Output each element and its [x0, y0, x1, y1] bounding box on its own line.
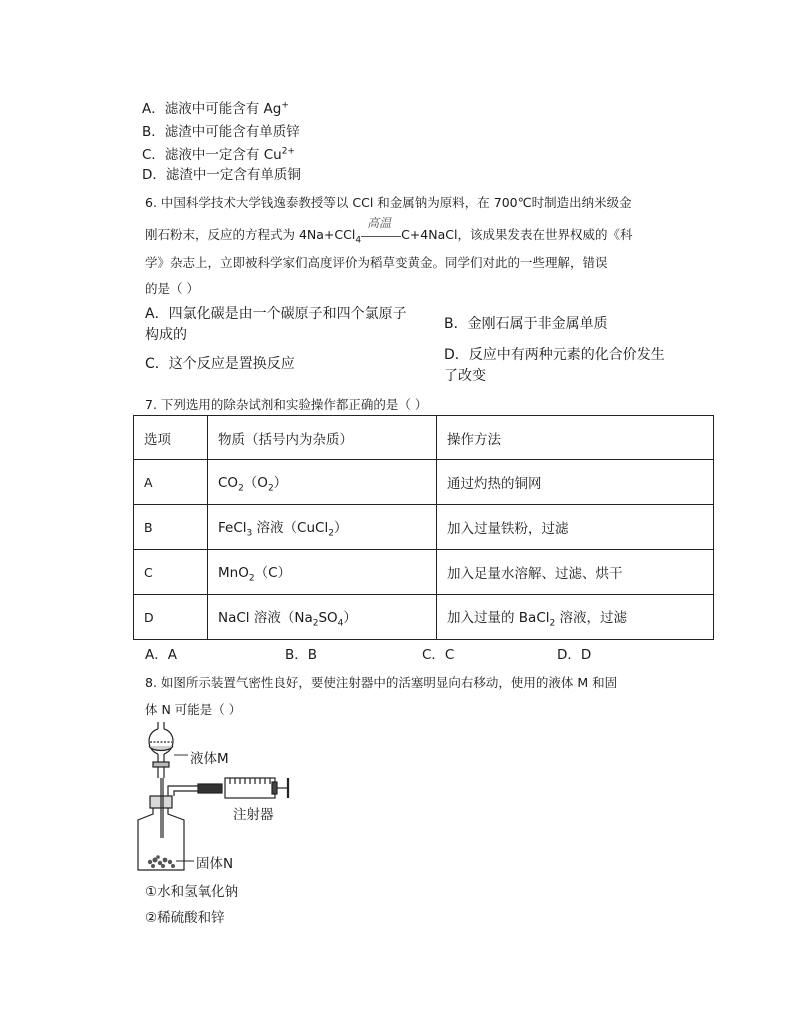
q6-option-d-line2: 了改变 — [444, 368, 486, 384]
q6-option-d-line1: D．反应中有两种元素的化合价发生 — [444, 347, 665, 363]
row-method — [437, 595, 714, 640]
connecting-tube — [168, 784, 222, 796]
label-syringe: 注射器 — [233, 807, 274, 823]
subscript: 2 — [328, 528, 334, 539]
header-method: 操作方法 — [437, 416, 714, 460]
row-substance — [208, 550, 437, 595]
table-row — [134, 505, 714, 550]
text: （C） — [254, 564, 292, 581]
reaction-arrow — [361, 215, 401, 243]
text: 加入过量的 BaCl — [447, 609, 550, 626]
row-method — [437, 460, 714, 505]
header-substance: 物质（括号内为杂质） — [208, 416, 437, 460]
row-key: D — [134, 595, 208, 640]
superscript: + — [281, 100, 289, 111]
separatory-funnel — [149, 722, 173, 778]
subscript: 4 — [337, 618, 344, 629]
text: 溶液（CuCl — [252, 519, 329, 536]
row-method — [437, 550, 714, 595]
q6-stem-line3: 学》杂志上，立即被科学家们高度评价为稻草变黄金。同学们对此的一些理解，错误 — [145, 255, 608, 270]
q6-stem-line1: 6. 中国科学技术大学钱逸泰教授等以 CCl 和金属钠为原料，在 700℃时制造出纳米级金 — [145, 195, 632, 210]
row-substance — [208, 505, 437, 550]
row-key: C — [134, 550, 208, 595]
row-key: B — [134, 505, 208, 550]
reaction-condition: 高温 — [367, 215, 392, 230]
subscript: 2 — [248, 573, 255, 584]
subscript: 4 — [355, 235, 362, 246]
q5-option-a — [142, 97, 289, 117]
equation-reactants: 刚石粉末，反应的方程式为 4Na+CCl — [145, 227, 356, 242]
q5-option-d: D．滤渣中一定含有单质铜 — [142, 167, 301, 183]
q6-option-a-line1: A．四氯化碳是由一个碳原子和四个氯原子 — [145, 306, 407, 322]
q8-stem-line1: 8. 如图所示装置气密性良好，要使注射器中的活塞明显向右移动，使用的液体 M 和固 — [145, 675, 618, 690]
q6-stem-line4: 的是（ ） — [145, 281, 199, 296]
q5-option-c — [142, 143, 295, 163]
table-row — [134, 595, 714, 640]
q6-option-b: B．金刚石属于非金属单质 — [444, 316, 608, 332]
label-liquid-m: 液体M — [190, 751, 229, 767]
row-key: A — [134, 460, 208, 505]
text: FeCl — [218, 519, 247, 536]
q6-option-c: C．这个反应是置换反应 — [145, 356, 295, 372]
text: NaCl 溶液（Na — [218, 609, 313, 626]
q7-answer-c: C．C — [422, 647, 455, 663]
row-substance — [208, 460, 437, 505]
q5-option-c-text: C．滤液中一定含有 Cu — [142, 147, 282, 163]
text: ） — [273, 474, 288, 491]
subscript: 2 — [238, 483, 244, 494]
q5-option-b: B．滤渣中可能含有单质锌 — [142, 124, 300, 140]
text: MnO — [218, 564, 249, 581]
q8-stem-line2: 体 N 可能是（ ） — [145, 702, 242, 717]
subscript: 2 — [549, 618, 556, 629]
q6-stem-line2 — [145, 215, 633, 246]
q7-stem: 7. 下列选用的除杂试剂和实验操作都正确的是（ ） — [145, 397, 428, 412]
table-row — [134, 460, 714, 505]
equation-line — [361, 236, 401, 237]
equation-products: C+4NaCl，该成果发表在世界权威的《科 — [401, 227, 633, 242]
q7-answer-a: A．A — [145, 647, 177, 663]
syringe — [225, 778, 288, 798]
table-header-row — [134, 416, 714, 460]
text: 溶液，过滤 — [555, 609, 628, 626]
text: ） — [333, 519, 348, 536]
text: SO — [318, 609, 338, 626]
text: ） — [343, 609, 357, 626]
reaction-bottle — [138, 778, 184, 870]
subscript: 3 — [246, 528, 253, 539]
header-option: 选项 — [134, 416, 208, 460]
label-solid-n: 固体N — [196, 856, 234, 872]
text: （O — [243, 474, 268, 491]
row-method — [437, 505, 714, 550]
text: 加入足量水溶解、过滤、烘干 — [447, 566, 623, 582]
text: 通过灼热的铜网 — [447, 476, 542, 492]
solid-n — [148, 855, 175, 868]
text: CO — [218, 474, 239, 491]
q7-table — [133, 415, 714, 640]
table-row — [134, 550, 714, 595]
q5-option-a-text: A．滤液中可能含有 Ag — [142, 101, 282, 117]
superscript: 2+ — [281, 146, 295, 157]
subscript: 2 — [267, 483, 274, 494]
q6-option-a-line2: 构成的 — [145, 327, 187, 343]
q7-answer-b: B．B — [285, 647, 318, 663]
text: 加入过量铁粉，过滤 — [447, 521, 569, 537]
subscript: 2 — [312, 618, 319, 629]
q7-answer-d: D．D — [557, 647, 592, 663]
row-substance — [208, 595, 437, 640]
q8-item-1: ①水和氢氧化钠 — [145, 884, 239, 900]
q8-item-2: ②稀硫酸和锌 — [145, 910, 225, 926]
